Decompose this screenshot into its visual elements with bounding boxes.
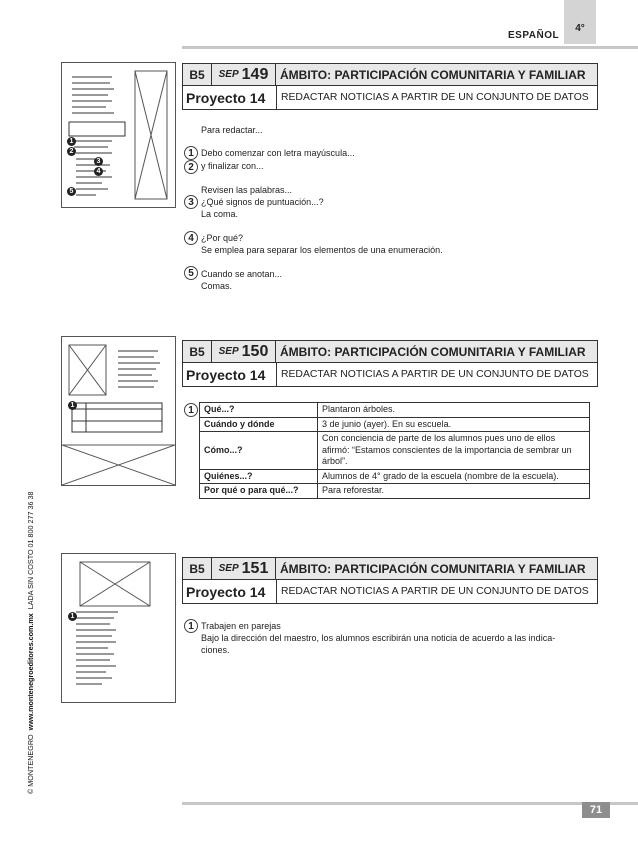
sep-label: SEP xyxy=(218,69,239,80)
table-row xyxy=(200,484,590,499)
sep-page xyxy=(212,558,276,579)
header-row-project xyxy=(183,363,597,386)
item-text-line-2: ciones. xyxy=(201,645,230,655)
block-label: B5 xyxy=(183,341,212,362)
bottom-rule xyxy=(182,802,638,805)
table-answer: Con conciencia de parte de los alumnos pues uno de ellos afirmó: “Estamos conscientes de la importancia de sembrar un árbol”. xyxy=(318,432,590,470)
thumb-marker-1: 1 xyxy=(68,401,77,410)
sep-number: 151 xyxy=(241,559,269,577)
thumb-marker-2: 2 xyxy=(67,147,76,156)
grade-label: 4° xyxy=(575,23,585,34)
header-row-ambito xyxy=(183,64,597,86)
table-row xyxy=(200,417,590,432)
header-row-ambito xyxy=(183,558,597,580)
item-1-text: Debo comenzar con letra mayúscula... xyxy=(201,148,355,158)
grade-tab xyxy=(564,0,596,44)
copyright-website: www.montenegroeditores.com.mx xyxy=(26,613,35,731)
project-description: REDACTAR NOTICIAS A PARTIR DE UN CONJUNTO DE DATOS xyxy=(281,369,589,380)
table-question: Cómo...? xyxy=(200,432,318,470)
page-number: 71 xyxy=(582,802,610,818)
ambito-title: ÁMBITO: PARTICIPACIÓN COMUNITARIA Y FAMILIAR xyxy=(280,561,586,576)
thumb-marker-3: 3 xyxy=(94,157,103,166)
project-description: REDACTAR NOTICIAS A PARTIR DE UN CONJUNTO DE DATOS xyxy=(281,586,589,597)
item-3-pre: Revisen las palabras... xyxy=(201,185,293,195)
thumbnail-149-drawing xyxy=(62,63,175,207)
ambito-title: ÁMBITO: PARTICIPACIÓN COMUNITARIA Y FAMILIAR xyxy=(280,67,586,82)
table-question: Cuándo y dónde xyxy=(200,417,318,432)
table-question: Por qué o para qué...? xyxy=(200,484,318,499)
item-number-1: 1 xyxy=(184,403,198,417)
item-number-1: 1 xyxy=(184,146,198,160)
thumb-marker-1: 1 xyxy=(67,137,76,146)
sep-label: SEP xyxy=(218,563,239,574)
item-4-answer: Se emplea para separar los elementos de una enumeración. xyxy=(201,245,443,255)
header-row-project xyxy=(183,580,597,603)
item-number-5: 5 xyxy=(184,266,198,280)
table-row xyxy=(200,469,590,484)
thumb-marker-5: 5 xyxy=(67,187,76,196)
copyright-notice xyxy=(26,492,35,795)
thumbnail-150 xyxy=(61,336,176,486)
copyright-brand: © MONTENEGRO xyxy=(26,734,35,794)
block-label: B5 xyxy=(183,64,212,85)
thumbnail-150-drawing xyxy=(62,337,175,485)
item-5-answer: Comas. xyxy=(201,281,233,291)
table-answer: Plantaron árboles. xyxy=(318,403,590,418)
item-2-text: y finalizar con... xyxy=(201,161,264,171)
subject-label: ESPAÑOL xyxy=(508,30,560,41)
table-row xyxy=(200,403,590,418)
table-question: Quiénes...? xyxy=(200,469,318,484)
header-row-project xyxy=(183,86,597,109)
sep-page xyxy=(212,341,276,362)
ambito-title: ÁMBITO: PARTICIPACIÓN COMUNITARIA Y FAMILIAR xyxy=(280,344,586,359)
thumb-marker-1: 1 xyxy=(68,612,77,621)
item-number-4: 4 xyxy=(184,231,198,245)
project-label: Proyecto 14 xyxy=(183,86,277,109)
sep-number: 150 xyxy=(241,342,269,360)
item-4-text: ¿Por qué? xyxy=(201,233,244,243)
item-number-2: 2 xyxy=(184,160,198,174)
table-answer: Para reforestar. xyxy=(318,484,590,499)
item-title: Trabajen en parejas xyxy=(201,621,281,631)
sep-page xyxy=(212,64,276,85)
item-text-line-1: Bajo la dirección del maestro, los alumnos escribirán una noticia de acuerdo a las indica- xyxy=(201,633,556,643)
table-answer: Alumnos de 4° grado de la escuela (nombre de la escuela). xyxy=(318,469,590,484)
section-header-149 xyxy=(182,63,598,110)
item-3-text: ¿Qué signos de puntuación...? xyxy=(201,197,324,207)
block-label: B5 xyxy=(183,558,212,579)
thumbnail-151-drawing xyxy=(62,554,175,702)
section-header-150 xyxy=(182,340,598,387)
item-5-text: Cuando se anotan... xyxy=(201,269,283,279)
header-row-ambito xyxy=(183,341,597,363)
table-question: Qué...? xyxy=(200,403,318,418)
table-row xyxy=(200,432,590,470)
item-number-1: 1 xyxy=(184,619,198,633)
thumbnail-149 xyxy=(61,62,176,208)
project-label: Proyecto 14 xyxy=(183,580,277,603)
project-label: Proyecto 14 xyxy=(183,363,277,386)
item-number-3: 3 xyxy=(184,195,198,209)
item-3-answer: La coma. xyxy=(201,209,239,219)
sep-label: SEP xyxy=(218,346,239,357)
top-rule xyxy=(182,46,638,49)
intro-text: Para redactar... xyxy=(201,125,263,135)
table-answer: 3 de junio (ayer). En su escuela. xyxy=(318,417,590,432)
section-header-151 xyxy=(182,557,598,604)
project-description: REDACTAR NOTICIAS A PARTIR DE UN CONJUNTO DE DATOS xyxy=(281,92,589,103)
copyright-phone: LADA SIN COSTO 01 800 277 36 38 xyxy=(26,491,35,610)
news-data-table xyxy=(199,402,590,499)
sep-number: 149 xyxy=(241,65,269,83)
thumb-marker-4: 4 xyxy=(94,167,103,176)
thumbnail-151 xyxy=(61,553,176,703)
